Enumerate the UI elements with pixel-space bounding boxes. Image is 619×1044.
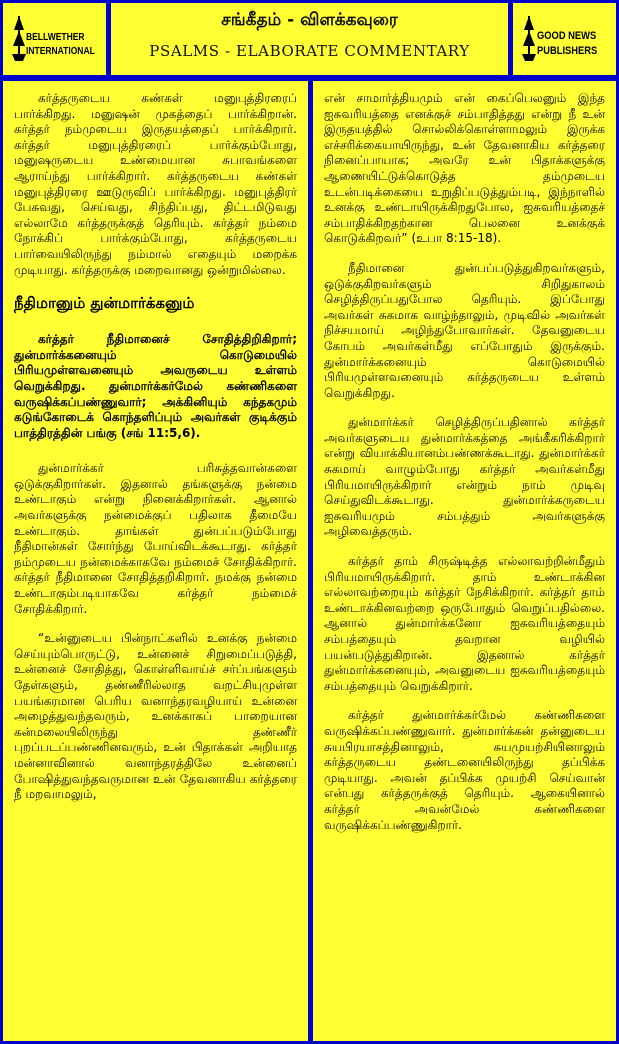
right-column (313, 81, 616, 1041)
quotation-paragraph: என் சாமார்த்தியமும் என் கைப்பெலனும் இந்த ஐசுவரியத்தை எனக்குச் சம்பாதித்தது என்று நீ உன் இருதயத்தில் சொல்லிக்கொள்ளாமலும் இருக்க எச்சரிக்கையாயிருந்து, உன் தேவனாகிய கர்த்தரை நினைப்பாயாக; அவரே உன் பிதாக்களுக்கு ஆணையிட்டுக்கொடுத்த தம்முடைய உடன்படிக்கையை உறுதிப்படுத்தும்படி, இந்நாளில் உனக்கு உண்டாயிருக்கிறதுபோல, ஐசுவரியத்தைச் சம்பாதிக்கிறதற்கான பெலனை உனக்குக் கொடுக்கிறவர்” (உபா 8:15-18). (324, 91, 605, 246)
logo-line2: INTERNATIONAL (26, 46, 95, 57)
paragraph: கர்த்தர் தாம் சிருஷ்டித்த எல்லாவற்றின்மீதும் பிரியமாயிருக்கிறார். தாம் உண்டாக்கின எல்லாவற்றையும் கர்த்தர் நேசிக்கிறார். கர்த்தர் தாம் உண்டாக்கினவற்றை ஒருபோதும் வெறுப்பதில்லை. ஆனால் துன்மார்க்கனோ ஐசுவரியத்தையும் சம்பத்தையும் தவறான வழியில் பயன்படுத்துகிறான். இதனால் கர்த்தர் துன்மார்க்கனையும், அவனுடைய ஐசுவரியத்தையும் சம்பத்தையும் வெறுக்கிறார். (324, 554, 605, 693)
logo-line1: GOOD NEWS (537, 30, 597, 42)
good-news-logo (522, 16, 610, 66)
quotation-paragraph: “உன்னுடைய பின்நாட்களில் உனக்கு நன்மை செய்யும்பொருட்டு, உன்னைச் சிறுமைப்படுத்தி, உன்னைச் சோதித்து, கொள்ளிவாய்ச் சர்ப்பங்களும் தேள்களும், தண்ணீரில்லாத வறட்சியுமுள்ள பயங்கரமான பெரிய வனாந்தரவழியாய் உன்னை அழைத்துவந்தவரும், உனக்காகப் பாறையான கன்மலையிலிருந்து தண்ணீர் புறப்படப்பண்ணினவரும், உன் பிதாக்கள் அறியாத மன்னாவினால் வனாந்தரத்திலே உன்னைப் போஷித்துவந்தவருமான உன் தேவனாகிய கர்த்தரை நீ மறவாமலும், (14, 631, 297, 802)
paragraph: துன்மார்க்கர் பரிசுத்தவான்களை ஒடுக்குகிறார்கள். இதனால் தங்களுக்கு நன்மை உண்டாகும் என்று நினைக்கிறார்கள். ஆனால் அவர்களுக்கு நன்மைக்குப் பதிலாக தீமையே உண்டாகும். தாங்கள் துன்பப்படும்போது நீதிமான்கள் சோர்ந்து போய்விடக்கூடாது. கர்த்தர் நம்முடைய நன்மைக்காகவே நம்மைச் சோதிக்கிறார். கர்த்தர் நீதிமானை சோதித்தறிகிறார். நமக்கு நன்மை உண்டாகும்படியாகவே கர்த்தர் நம்மைச் சோதிக்கிறார். (14, 461, 297, 616)
title-panel (111, 3, 508, 75)
title-tamil: சங்கீதம் - விளக்கவுரை (221, 10, 398, 30)
left-logo-panel (3, 3, 106, 75)
paragraph: நீதிமானை துன்பப்படுத்துகிறவர்களும், ஒடுக்குகிறவர்களும் சிறிதுகாலம் செழித்திருப்பதுபோல தெரியும். இப்போது அவர்கள் சுகமாக வாழ்ந்தாலும், முடிவில் அவர்கள் நிச்சயமாய் அழிந்துபோவார்கள். தேவனுடைய கோபம் அவர்கள்மீது எப்போதும் இருக்கும். துன்மார்க்கனையும் கொடுமையில் பிரியமுள்ளவனையும் கர்த்தருடைய உள்ளம் வெறுக்கிறது. (324, 260, 605, 400)
logo-line2: PUBLISHERS (537, 45, 598, 57)
scripture-verse: கர்த்தர் நீதிமானைச் சோதித்திறிகிறார்; துன்மார்க்கனையும் கொடுமையில் பிரியமுள்ளவனையும் அவருடைய உள்ளம் வெறுக்கிறது. துன்மார்க்கர்மேல் கண்ணிகளை வருஷிக்கப்பண்ணுவார்; அக்கினியும் கந்தகமும் கடுங்கோடைக் கொந்தளிப்பும் அவர்கள் குடிக்கும் பாத்திரத்தின் பங்கு (சங் 11:5,6). (14, 332, 297, 440)
left-column (3, 81, 308, 1041)
right-logo-panel (513, 3, 616, 75)
section-heading: நீதிமானும் துன்மார்க்கனும் (14, 294, 195, 313)
logo-line1: BELLWETHER (26, 32, 85, 43)
paragraph: கர்த்தர் துன்மார்க்கர்மேல் கண்ணிகளை வருஷிக்கப்பண்ணுவார். துன்மார்க்கன் தன்னுடைய சுயபிரயாசத்தினாலும், சுயமுயற்சியினாலும் கர்த்தருடைய தண்டனையிலிருந்து தப்பிக்க முடியாது. அவன் தப்பிக்க முயற்சி செய்வான் என்பது கர்த்தருக்குத் தெரியும். ஆகையினால் கர்த்தர் அவன்மேல் கண்ணிகளை வருஷிக்கப்பண்ணுகிறார். (324, 708, 605, 832)
paragraph: கர்த்தருடைய கண்கள் மனுபுத்திரரைப் பார்க்கிறது. மனுஷன் முகத்தைப் பார்க்கிறான். கர்த்தர் நம்முடைய இருதயத்தைப் பார்க்கிறார். கர்த்தர் மனுபுத்திரரைப் பார்க்கும்போது, மனுஷருடைய உண்மையான சுபாவங்களை ஆராய்ந்து பார்க்கிறார். கர்த்தருடைய கண்கள் மனுபுத்திரரை ஊடுருவிப் பார்க்கிறது. மனுபுத்திரர் பேசுவது, செய்வது, சிந்திப்பது, திட்டமிடுவது எல்லாமே கர்த்தருக்குத் தெரியும். கர்த்தர் நம்மை நோக்கிப் பார்க்கும்போது, கர்த்தருடைய பார்வையிலிருந்து நம்மால் எதையும் மறைக்க முடியாது. கர்த்தருக்கு மறைவானது ஒன்றுமில்லை. (14, 91, 297, 277)
title-english: PSALMS - ELABORATE COMMENTARY (149, 42, 470, 60)
paragraph: துன்மார்க்கர் செழித்திருப்பதினால் கர்த்தர் அவர்களுடைய துன்மார்க்கத்தை அங்கீகரிக்கிறார் என்று வியாக்கியானம்பண்ணக்கூடாது. துன்மார்க்கர் சுகமாய் வாழும்போது கர்த்தர் அவர்கள்மீது பிரியமாயிருக்கிறார் என்றும் நாம் முடிவு செய்துவிடக்கூடாது. துன்மார்க்கருடைய ஐசுவரியமும் சம்பத்தும் அவர்களுக்கு அழிவைத்தரும். (324, 415, 605, 539)
ship-icon (12, 16, 26, 62)
ship-icon (522, 16, 536, 62)
bellwether-logo (12, 16, 100, 66)
